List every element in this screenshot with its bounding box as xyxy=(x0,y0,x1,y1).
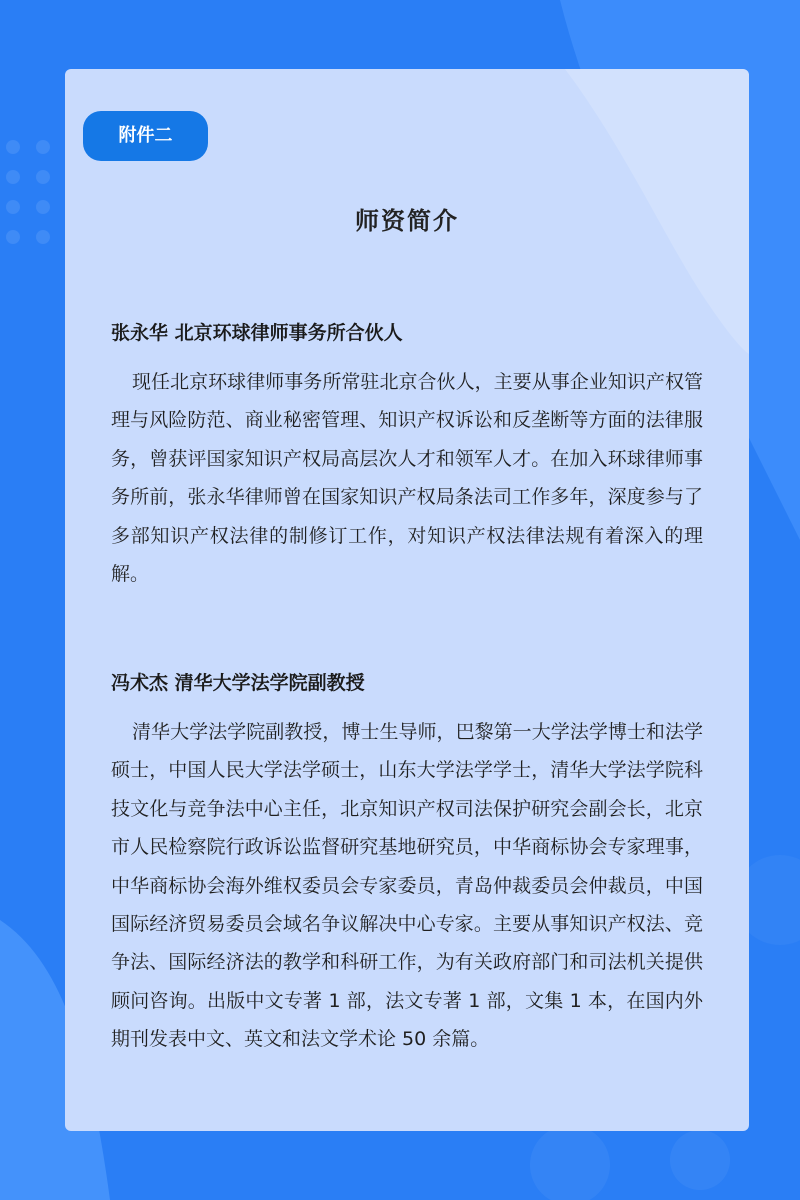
instructor-heading: 冯术杰 清华大学法学院副教授 xyxy=(111,672,365,694)
instructor-heading: 张永华 北京环球律师事务所合伙人 xyxy=(111,322,403,344)
instructor-bio: 现任北京环球律师事务所常驻北京合伙人，主要从事企业知识产权管理与风险防范、商业秘密管理、知识产权诉讼和反垄断等方面的法律服务，曾获评国家知识产权局高层次人才和领军人才。在加入环球律师事务所前，张永华律师曾在国家知识产权局条法司工作多年，深度参与了多部知识产权法律的制修订工作，对知识产权法律法规有着深入的理解。 xyxy=(111,371,703,586)
page-title: 师资简介 xyxy=(355,207,459,235)
attachment-tag: 附件二 xyxy=(83,111,208,161)
dot-pattern xyxy=(6,140,54,250)
content-card xyxy=(65,69,749,1131)
instructor-bio: 清华大学法学院副教授，博士生导师，巴黎第一大学法学博士和法学硕士，中国人民大学法学硕士，山东大学法学学士，清华大学法学院科技文化与竞争法中心主任，北京知识产权司法保护研究会副会长，北京市人民检察院行政诉讼监督研究基地研究员，中华商标协会专家理事，中华商标协会海外维权委员会专家委员，青岛仲裁委员会仲裁员，中国国际经济贸易委员会域名争议解决中心专家。主要从事知识产权法、竞争法、国际经济法的教学和科研工作，为有关政府部门和司法机关提供顾问咨询。出版中文专著 1 部，法文专著 1 部，文集 1 本，在国内外期刊发表中文、英文和法文学术论 50 余篇。 xyxy=(111,721,703,1051)
